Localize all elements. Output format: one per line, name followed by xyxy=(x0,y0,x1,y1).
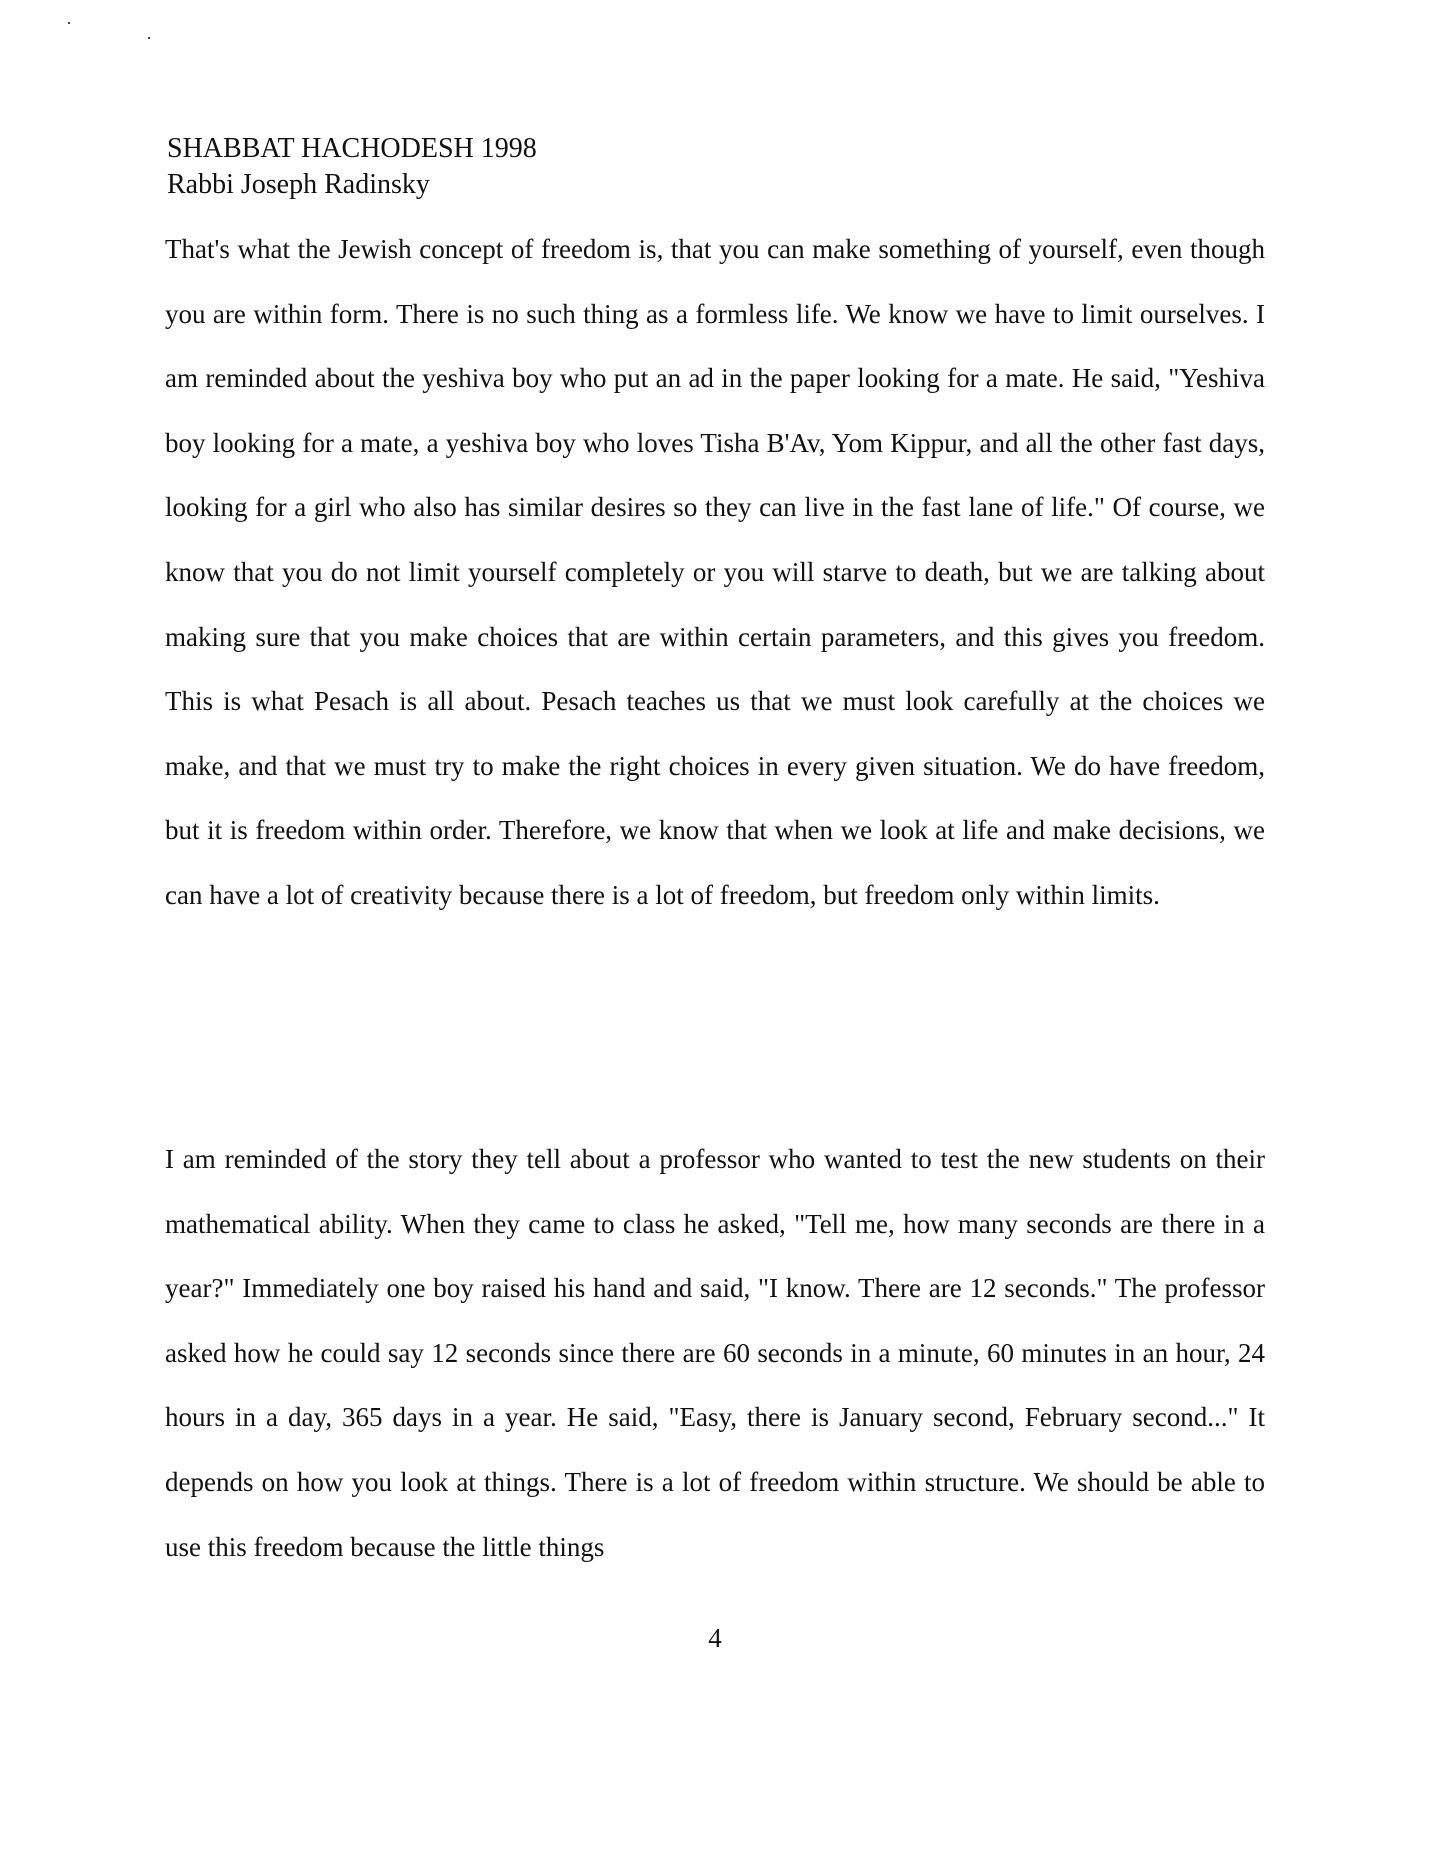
document-header xyxy=(167,131,537,203)
page-number: 4 xyxy=(708,1623,722,1653)
document-author: Rabbi Joseph Radinsky xyxy=(167,169,430,200)
body-paragraph: That's what the Jewish concept of freedom is, that you can make something of yourself, even though you are within form. There is no such thing as a formless life. We know we have to limit ourselves. I am reminded about the yeshiva boy who put an ad in the paper looking for a mate. He said, "Yeshiva boy looking for a mate, a yeshiva boy who loves Tisha B'Av, Yom Kippur, and all the other fast days, looking for a girl who also has similar desires so they can live in the fast lane of life." Of course, we know that you do not limit yourself completely or you will starve to death, but we are talking about making sure that you make choices that are within certain parameters, and this gives you freedom. This is what Pesach is all about. Pesach teaches us that we must look carefully at the choices we make, and that we must try to make the right choices in every given situation. We do have freedom, but it is freedom within order. Therefore, we know that when we look at life and make decisions, we can have a lot of creativity because there is a lot of freedom, but freedom only within limits. xyxy=(165,234,1265,910)
scan-speck xyxy=(68,22,70,24)
scan-speck xyxy=(148,37,150,39)
document-title: SHABBAT HACHODESH 1998 xyxy=(167,133,537,164)
body-paragraph: I am reminded of the story they tell about a professor who wanted to test the new students on their mathematical ability. When they came to class he asked, "Tell me, how many seconds are there in a year?" Immediately one boy raised his hand and said, "I know. There are 12 seconds." The professor asked how he could say 12 seconds since there are 60 seconds in a minute, 60 minutes in an hour, 24 hours in a day, 365 days in a year. He said, "Easy, there is January second, February second..." It depends on how you look at things. There is a lot of freedom within structure. We should be able to use this freedom because the little things xyxy=(165,1144,1265,1562)
